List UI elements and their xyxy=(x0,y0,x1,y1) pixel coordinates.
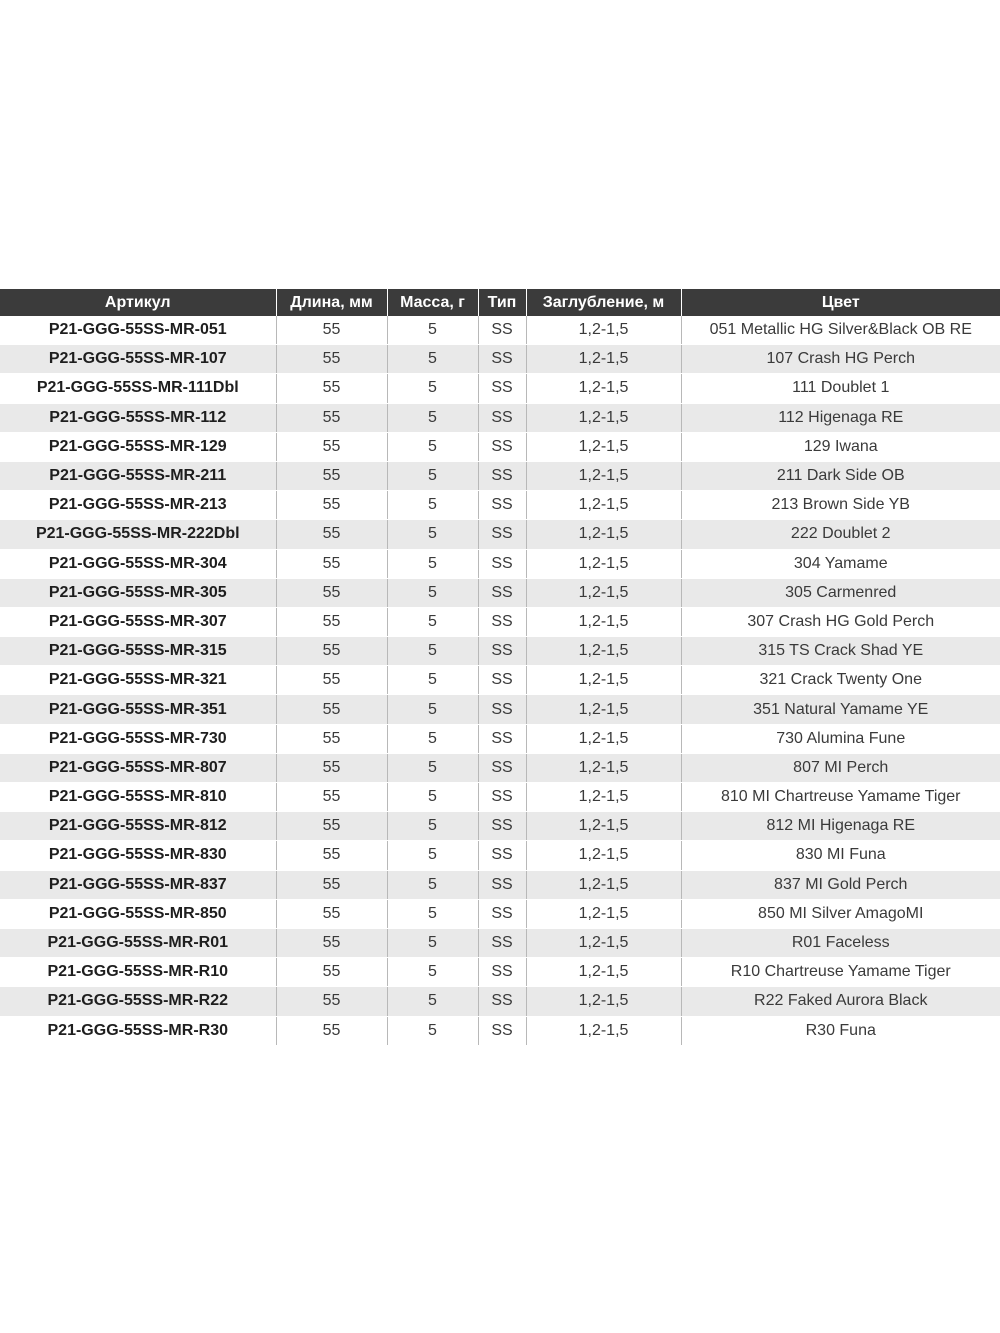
color-cell: R30 Funa xyxy=(681,1016,1000,1045)
mass-cell: 5 xyxy=(387,987,478,1016)
type-cell: SS xyxy=(478,637,526,666)
table-row xyxy=(0,753,1000,782)
table-row xyxy=(0,958,1000,987)
mass-cell: 5 xyxy=(387,637,478,666)
mass-cell: 5 xyxy=(387,928,478,957)
article-cell: P21-GGG-55SS-MR-R22 xyxy=(0,987,276,1016)
mass-cell: 5 xyxy=(387,345,478,374)
length-cell: 55 xyxy=(276,783,387,812)
length-cell: 55 xyxy=(276,899,387,928)
depth-cell: 1,2-1,5 xyxy=(526,783,681,812)
mass-cell: 5 xyxy=(387,491,478,520)
mass-cell: 5 xyxy=(387,695,478,724)
article-cell: P21-GGG-55SS-MR-112 xyxy=(0,403,276,432)
table-header xyxy=(0,289,1000,316)
product-spec-table xyxy=(0,289,1000,1046)
mass-cell: 5 xyxy=(387,841,478,870)
color-cell: R01 Faceless xyxy=(681,928,1000,957)
article-cell: P21-GGG-55SS-MR-321 xyxy=(0,666,276,695)
length-cell: 55 xyxy=(276,432,387,461)
header-row xyxy=(0,289,1000,316)
depth-cell: 1,2-1,5 xyxy=(526,520,681,549)
article-cell: P21-GGG-55SS-MR-107 xyxy=(0,345,276,374)
article-cell: P21-GGG-55SS-MR-305 xyxy=(0,578,276,607)
article-cell: P21-GGG-55SS-MR-315 xyxy=(0,637,276,666)
color-cell: 730 Alumina Fune xyxy=(681,724,1000,753)
mass-cell: 5 xyxy=(387,753,478,782)
color-cell: 307 Crash HG Gold Perch xyxy=(681,607,1000,636)
article-cell: P21-GGG-55SS-MR-R30 xyxy=(0,1016,276,1045)
mass-cell: 5 xyxy=(387,812,478,841)
color-cell: 112 Higenaga RE xyxy=(681,403,1000,432)
table-row xyxy=(0,724,1000,753)
table-body xyxy=(0,316,1000,1045)
type-cell: SS xyxy=(478,403,526,432)
type-cell: SS xyxy=(478,607,526,636)
depth-cell: 1,2-1,5 xyxy=(526,1016,681,1045)
table-row xyxy=(0,432,1000,461)
table-row xyxy=(0,520,1000,549)
product-spec-sheet xyxy=(0,289,1000,1046)
length-cell: 55 xyxy=(276,666,387,695)
type-cell: SS xyxy=(478,753,526,782)
type-cell: SS xyxy=(478,316,526,345)
type-cell: SS xyxy=(478,666,526,695)
length-cell: 55 xyxy=(276,520,387,549)
depth-cell: 1,2-1,5 xyxy=(526,461,681,490)
table-row xyxy=(0,316,1000,345)
color-cell: 111 Doublet 1 xyxy=(681,374,1000,403)
type-cell: SS xyxy=(478,520,526,549)
length-cell: 55 xyxy=(276,1016,387,1045)
type-cell: SS xyxy=(478,461,526,490)
table-row xyxy=(0,899,1000,928)
color-cell: R10 Chartreuse Yamame Tiger xyxy=(681,958,1000,987)
length-cell: 55 xyxy=(276,491,387,520)
depth-cell: 1,2-1,5 xyxy=(526,637,681,666)
article-cell: P21-GGG-55SS-MR-111Dbl xyxy=(0,374,276,403)
article-cell: P21-GGG-55SS-MR-830 xyxy=(0,841,276,870)
table-row xyxy=(0,637,1000,666)
article-cell: P21-GGG-55SS-MR-351 xyxy=(0,695,276,724)
mass-cell: 5 xyxy=(387,403,478,432)
type-cell: SS xyxy=(478,812,526,841)
header-length: Длина, мм xyxy=(276,289,387,316)
depth-cell: 1,2-1,5 xyxy=(526,899,681,928)
length-cell: 55 xyxy=(276,724,387,753)
color-cell: 837 MI Gold Perch xyxy=(681,870,1000,899)
length-cell: 55 xyxy=(276,607,387,636)
mass-cell: 5 xyxy=(387,724,478,753)
article-cell: P21-GGG-55SS-MR-222Dbl xyxy=(0,520,276,549)
mass-cell: 5 xyxy=(387,870,478,899)
color-cell: 129 Iwana xyxy=(681,432,1000,461)
mass-cell: 5 xyxy=(387,374,478,403)
type-cell: SS xyxy=(478,870,526,899)
article-cell: P21-GGG-55SS-MR-211 xyxy=(0,461,276,490)
length-cell: 55 xyxy=(276,870,387,899)
article-cell: P21-GGG-55SS-MR-R01 xyxy=(0,928,276,957)
depth-cell: 1,2-1,5 xyxy=(526,870,681,899)
table-row xyxy=(0,1016,1000,1045)
article-cell: P21-GGG-55SS-MR-304 xyxy=(0,549,276,578)
color-cell: 222 Doublet 2 xyxy=(681,520,1000,549)
depth-cell: 1,2-1,5 xyxy=(526,666,681,695)
article-cell: P21-GGG-55SS-MR-850 xyxy=(0,899,276,928)
depth-cell: 1,2-1,5 xyxy=(526,724,681,753)
table-row xyxy=(0,695,1000,724)
depth-cell: 1,2-1,5 xyxy=(526,316,681,345)
article-cell: P21-GGG-55SS-MR-213 xyxy=(0,491,276,520)
type-cell: SS xyxy=(478,374,526,403)
length-cell: 55 xyxy=(276,987,387,1016)
depth-cell: 1,2-1,5 xyxy=(526,812,681,841)
table-row xyxy=(0,987,1000,1016)
color-cell: 810 MI Chartreuse Yamame Tiger xyxy=(681,783,1000,812)
header-article: Артикул xyxy=(0,289,276,316)
color-cell: R22 Faked Aurora Black xyxy=(681,987,1000,1016)
table-row xyxy=(0,783,1000,812)
table-row xyxy=(0,345,1000,374)
article-cell: P21-GGG-55SS-MR-R10 xyxy=(0,958,276,987)
mass-cell: 5 xyxy=(387,783,478,812)
header-depth: Заглубление, м xyxy=(526,289,681,316)
color-cell: 107 Crash HG Perch xyxy=(681,345,1000,374)
color-cell: 807 MI Perch xyxy=(681,753,1000,782)
table-row xyxy=(0,549,1000,578)
color-cell: 321 Crack Twenty One xyxy=(681,666,1000,695)
mass-cell: 5 xyxy=(387,578,478,607)
length-cell: 55 xyxy=(276,374,387,403)
table-row xyxy=(0,870,1000,899)
mass-cell: 5 xyxy=(387,666,478,695)
article-cell: P21-GGG-55SS-MR-307 xyxy=(0,607,276,636)
header-color: Цвет xyxy=(681,289,1000,316)
type-cell: SS xyxy=(478,578,526,607)
length-cell: 55 xyxy=(276,841,387,870)
table-row xyxy=(0,666,1000,695)
length-cell: 55 xyxy=(276,753,387,782)
table-row xyxy=(0,607,1000,636)
mass-cell: 5 xyxy=(387,899,478,928)
table-row xyxy=(0,928,1000,957)
depth-cell: 1,2-1,5 xyxy=(526,549,681,578)
type-cell: SS xyxy=(478,1016,526,1045)
type-cell: SS xyxy=(478,987,526,1016)
length-cell: 55 xyxy=(276,928,387,957)
type-cell: SS xyxy=(478,783,526,812)
color-cell: 305 Carmenred xyxy=(681,578,1000,607)
length-cell: 55 xyxy=(276,637,387,666)
mass-cell: 5 xyxy=(387,958,478,987)
length-cell: 55 xyxy=(276,549,387,578)
mass-cell: 5 xyxy=(387,607,478,636)
color-cell: 304 Yamame xyxy=(681,549,1000,578)
type-cell: SS xyxy=(478,491,526,520)
mass-cell: 5 xyxy=(387,549,478,578)
type-cell: SS xyxy=(478,549,526,578)
type-cell: SS xyxy=(478,928,526,957)
type-cell: SS xyxy=(478,841,526,870)
article-cell: P21-GGG-55SS-MR-730 xyxy=(0,724,276,753)
type-cell: SS xyxy=(478,432,526,461)
table-row xyxy=(0,461,1000,490)
type-cell: SS xyxy=(478,724,526,753)
length-cell: 55 xyxy=(276,812,387,841)
type-cell: SS xyxy=(478,695,526,724)
depth-cell: 1,2-1,5 xyxy=(526,958,681,987)
length-cell: 55 xyxy=(276,695,387,724)
table-row xyxy=(0,403,1000,432)
color-cell: 211 Dark Side OB xyxy=(681,461,1000,490)
depth-cell: 1,2-1,5 xyxy=(526,374,681,403)
length-cell: 55 xyxy=(276,461,387,490)
type-cell: SS xyxy=(478,899,526,928)
color-cell: 351 Natural Yamame YE xyxy=(681,695,1000,724)
color-cell: 850 MI Silver AmagoMI xyxy=(681,899,1000,928)
mass-cell: 5 xyxy=(387,520,478,549)
type-cell: SS xyxy=(478,345,526,374)
header-type: Тип xyxy=(478,289,526,316)
depth-cell: 1,2-1,5 xyxy=(526,578,681,607)
depth-cell: 1,2-1,5 xyxy=(526,607,681,636)
length-cell: 55 xyxy=(276,958,387,987)
color-cell: 830 MI Funa xyxy=(681,841,1000,870)
length-cell: 55 xyxy=(276,316,387,345)
depth-cell: 1,2-1,5 xyxy=(526,695,681,724)
header-mass: Масса, г xyxy=(387,289,478,316)
depth-cell: 1,2-1,5 xyxy=(526,753,681,782)
length-cell: 55 xyxy=(276,578,387,607)
color-cell: 315 TS Crack Shad YE xyxy=(681,637,1000,666)
depth-cell: 1,2-1,5 xyxy=(526,987,681,1016)
depth-cell: 1,2-1,5 xyxy=(526,491,681,520)
length-cell: 55 xyxy=(276,345,387,374)
mass-cell: 5 xyxy=(387,316,478,345)
color-cell: 213 Brown Side YB xyxy=(681,491,1000,520)
article-cell: P21-GGG-55SS-MR-837 xyxy=(0,870,276,899)
depth-cell: 1,2-1,5 xyxy=(526,345,681,374)
table-row xyxy=(0,374,1000,403)
table-row xyxy=(0,578,1000,607)
color-cell: 051 Metallic HG Silver&Black OB RE xyxy=(681,316,1000,345)
depth-cell: 1,2-1,5 xyxy=(526,841,681,870)
table-row xyxy=(0,491,1000,520)
type-cell: SS xyxy=(478,958,526,987)
length-cell: 55 xyxy=(276,403,387,432)
table-row xyxy=(0,812,1000,841)
mass-cell: 5 xyxy=(387,461,478,490)
article-cell: P21-GGG-55SS-MR-051 xyxy=(0,316,276,345)
mass-cell: 5 xyxy=(387,432,478,461)
article-cell: P21-GGG-55SS-MR-810 xyxy=(0,783,276,812)
article-cell: P21-GGG-55SS-MR-807 xyxy=(0,753,276,782)
depth-cell: 1,2-1,5 xyxy=(526,432,681,461)
table-row xyxy=(0,841,1000,870)
article-cell: P21-GGG-55SS-MR-812 xyxy=(0,812,276,841)
depth-cell: 1,2-1,5 xyxy=(526,403,681,432)
article-cell: P21-GGG-55SS-MR-129 xyxy=(0,432,276,461)
mass-cell: 5 xyxy=(387,1016,478,1045)
color-cell: 812 MI Higenaga RE xyxy=(681,812,1000,841)
depth-cell: 1,2-1,5 xyxy=(526,928,681,957)
